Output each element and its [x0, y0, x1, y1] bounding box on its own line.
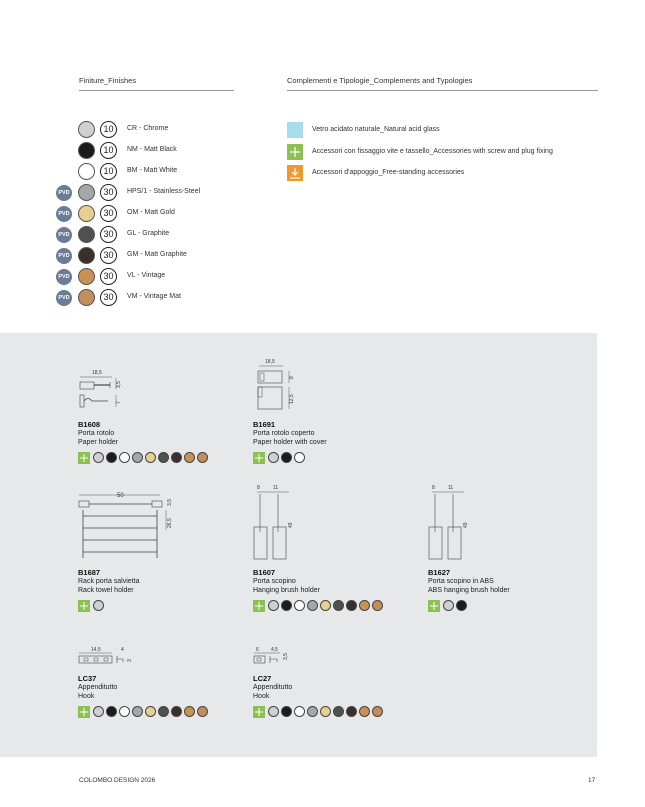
product-name: Rack porta salvietta: [78, 578, 140, 585]
complement-label: Vetro acidato naturale_Natural acid glass: [312, 126, 440, 133]
dim-label: 11: [448, 485, 454, 491]
screw-plug-icon: [78, 452, 90, 464]
product-name-en: Hanging brush holder: [253, 587, 320, 594]
product-b1687: [78, 486, 238, 612]
dim-label: 50: [117, 493, 124, 499]
product-name: Porta scopino: [253, 578, 296, 585]
finish-dot: [197, 706, 208, 717]
finish-dot: [346, 600, 357, 611]
complement-label: Accessori con fissaggio vite e tassello_Accessories with screw and plug fixing: [312, 148, 553, 155]
dim-label: 18,5: [265, 359, 275, 365]
product-lc27: [253, 645, 413, 718]
dim-label: 8: [257, 485, 260, 491]
finish-dot: [294, 600, 305, 611]
finish-dot: [307, 706, 318, 717]
technical-drawing: [253, 482, 413, 566]
finish-row: [56, 184, 256, 202]
finish-dots: [253, 705, 413, 718]
finish-dot: [443, 600, 454, 611]
finish-dot: [145, 706, 156, 717]
dim-label: 3,5: [283, 653, 289, 660]
product-code: B1627: [428, 568, 451, 577]
product-code: B1691: [253, 420, 276, 429]
finish-label: BM - Matt White: [127, 167, 178, 174]
finish-swatch: [78, 184, 95, 201]
complement-screw-plug: [287, 144, 607, 160]
finish-swatch: [78, 121, 95, 138]
finish-dot: [93, 452, 104, 463]
dim-label: 8: [289, 376, 295, 379]
finish-label: VL - Vintage: [127, 272, 166, 279]
finish-row: [56, 247, 256, 265]
technical-drawing: [253, 645, 413, 672]
finish-code: 30: [100, 289, 117, 306]
product-name-en: Hook: [78, 693, 95, 700]
product-name-en: ABS hanging brush holder: [428, 587, 510, 594]
finish-dots: [78, 451, 238, 464]
product-b1608: [78, 358, 238, 464]
finish-swatch: [78, 247, 95, 264]
screw-plug-icon: [428, 600, 440, 612]
finish-dot: [268, 600, 279, 611]
finish-swatch: [78, 163, 95, 180]
finish-dot: [145, 452, 156, 463]
finish-swatch: [78, 268, 95, 285]
finish-dot: [171, 706, 182, 717]
finish-code: 10: [100, 163, 117, 180]
screw-plug-icon: [253, 600, 265, 612]
finish-code: 10: [100, 142, 117, 159]
finish-row: [56, 205, 256, 223]
dim-label: 3,5: [116, 381, 122, 388]
finish-dot: [281, 706, 292, 717]
finish-row: [56, 163, 256, 181]
finish-code: 10: [100, 121, 117, 138]
screw-plug-icon: [287, 144, 303, 160]
product-name: Appenditutto: [78, 684, 118, 691]
product-name: Porta scopino in ABS: [428, 578, 494, 585]
complements-heading: Complementi e Tipologie_Complements and Typologies: [287, 76, 598, 91]
technical-drawing: [78, 645, 238, 672]
finish-swatch: [78, 289, 95, 306]
product-code: B1607: [253, 568, 276, 577]
finish-row: [56, 289, 256, 307]
finish-dot: [106, 452, 117, 463]
product-name-en: Hook: [253, 693, 270, 700]
product-b1627: [428, 482, 588, 612]
finish-row: [56, 226, 256, 244]
finish-dot: [372, 600, 383, 611]
finish-dot: [158, 452, 169, 463]
product-b1607: [253, 482, 413, 612]
finish-dots: [78, 705, 238, 718]
screw-plug-icon: [253, 706, 265, 718]
product-b1691: [253, 356, 413, 464]
finish-dot: [456, 600, 467, 611]
finish-dot: [184, 706, 195, 717]
finish-code: 30: [100, 268, 117, 285]
finish-dot: [281, 600, 292, 611]
product-name: Appenditutto: [253, 684, 293, 691]
finish-swatch: [78, 142, 95, 159]
product-code: LC27: [253, 674, 272, 683]
finish-dots: [428, 599, 588, 612]
finish-dot: [93, 706, 104, 717]
finish-dot: [320, 706, 331, 717]
finish-dot: [294, 452, 305, 463]
dim-label: 14,5: [91, 647, 101, 653]
finish-label: OM - Matt Gold: [127, 209, 175, 216]
finish-dot: [333, 706, 344, 717]
footer-brand: COLOMBO DESIGN 2026: [79, 777, 156, 784]
screw-plug-icon: [253, 452, 265, 464]
finish-dot: [346, 706, 357, 717]
finish-dot: [359, 706, 370, 717]
product-name-en: Rack towel holder: [78, 587, 134, 594]
finish-row: [56, 268, 256, 286]
dim-label: 6: [256, 647, 259, 653]
finish-dot: [372, 706, 383, 717]
product-name: Porta rotolo: [78, 430, 115, 437]
screw-plug-icon: [78, 600, 90, 612]
complement-glass: [287, 122, 607, 138]
finish-swatch: [78, 205, 95, 222]
pvd-badge: PVD: [56, 185, 72, 201]
finish-dots: [78, 599, 238, 612]
finish-dot: [119, 706, 130, 717]
finish-code: 30: [100, 247, 117, 264]
finish-label: VM - Vintage Mat: [127, 293, 181, 300]
technical-drawing: [428, 482, 588, 566]
complement-free-standing: [287, 165, 607, 181]
finish-dots: [253, 599, 413, 612]
glass-icon: [287, 122, 303, 138]
technical-drawing: [78, 486, 238, 566]
finish-dot: [132, 706, 143, 717]
finish-dot: [93, 600, 104, 611]
pvd-badge: PVD: [56, 290, 72, 306]
finish-row: [56, 121, 256, 139]
finish-dot: [268, 706, 279, 717]
product-name: Porta rotolo coperto: [253, 430, 315, 437]
pvd-badge: PVD: [56, 269, 72, 285]
finish-swatch: [78, 226, 95, 243]
finish-dot: [359, 600, 370, 611]
technical-drawing: [78, 358, 238, 418]
finish-code: 30: [100, 226, 117, 243]
finish-dot: [294, 706, 305, 717]
finish-dots: [253, 451, 413, 464]
finish-dot: [106, 706, 117, 717]
finish-dot: [268, 452, 279, 463]
finish-dot: [171, 452, 182, 463]
finish-dot: [184, 452, 195, 463]
pvd-badge: PVD: [56, 248, 72, 264]
finish-dot: [132, 452, 143, 463]
finish-label: GL - Graphite: [127, 230, 170, 237]
dim-label: 7: [116, 401, 122, 404]
finish-code: 30: [100, 205, 117, 222]
dim-label: 3: [127, 659, 133, 662]
finish-code: 30: [100, 184, 117, 201]
dim-label: 12,5: [289, 394, 295, 404]
finish-label: HPS/1 - Stainless-Steel: [127, 188, 201, 195]
product-lc37: [78, 645, 238, 718]
product-name-en: Paper holder with cover: [253, 439, 327, 446]
finish-dot: [281, 452, 292, 463]
technical-drawing: [253, 356, 413, 418]
finish-row: [56, 142, 256, 160]
finishes-heading: Finiture_Finishes: [79, 76, 234, 91]
page-number: 17: [588, 777, 596, 784]
finish-dot: [307, 600, 318, 611]
finish-label: NM - Matt Black: [127, 146, 177, 153]
finish-dot: [320, 600, 331, 611]
dim-label: 49: [463, 522, 469, 528]
dim-label: 4: [121, 647, 124, 653]
pvd-badge: PVD: [56, 227, 72, 243]
finish-dot: [158, 706, 169, 717]
finish-dot: [197, 452, 208, 463]
finish-dot: [333, 600, 344, 611]
dim-label: 18,5: [92, 370, 102, 376]
dim-label: 3,5: [167, 499, 173, 506]
dim-label: 49: [288, 522, 294, 528]
complement-label: Accessori d'appoggio_Free-standing accessories: [312, 169, 465, 176]
finish-label: GM - Matt Graphite: [127, 251, 187, 258]
finish-label: CR - Chrome: [127, 125, 169, 132]
product-code: B1608: [78, 420, 101, 429]
pvd-badge: PVD: [56, 206, 72, 222]
free-standing-icon: [287, 165, 303, 181]
screw-plug-icon: [78, 706, 90, 718]
dim-label: 4,5: [271, 647, 278, 653]
product-code: B1687: [78, 568, 101, 577]
finish-dot: [119, 452, 130, 463]
product-code: LC37: [78, 674, 97, 683]
dim-label: 8: [432, 485, 435, 491]
dim-label: 11: [273, 485, 279, 491]
dim-label: 26,5: [167, 518, 173, 528]
product-name-en: Paper holder: [78, 439, 119, 446]
